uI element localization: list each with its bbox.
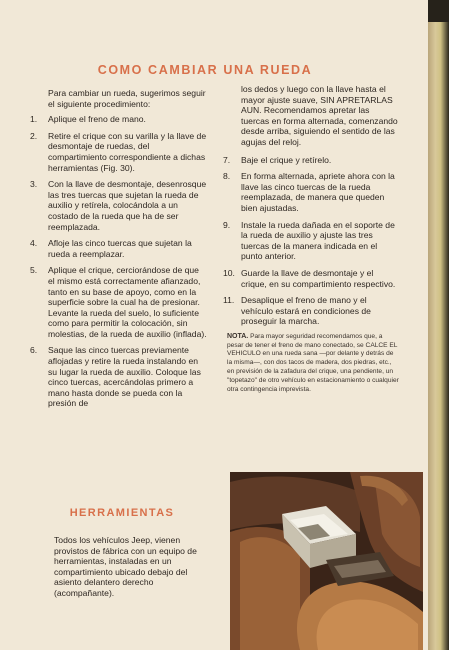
step-text: Saque las cinco tuercas previamente aflojadas y retire la rueda instalando en su lugar la rueda de auxilio. Coloque las cinco tuercas, acercándolas primero a mano hasta donde se pueda con la presión de <box>48 345 201 409</box>
step-item <box>30 114 208 125</box>
right-column <box>223 84 399 394</box>
step-item <box>223 295 399 327</box>
note-text: Para mayor seguridad recomendamos que, a pesar de tener el freno de mano conectado, se CALCE EL VEHICULO en una rueda sana —por delante y detrás de la misma—, con dos tacos de madera, dos piedras, etc., en previsión de la zafadura del crique, una pendiente, un "topetazo" de otro vehículo en estacionamiento o cualquier otra contingencia imprevista. <box>227 332 399 393</box>
safety-note <box>223 333 399 395</box>
page-edge-shadow <box>428 0 449 22</box>
step-text: Desaplique el freno de mano y el vehículo estará en condiciones de proseguir la marcha. <box>241 295 371 327</box>
step-text: Guarde la llave de desmontaje y el crique, en su compartimiento respectivo. <box>241 267 396 289</box>
step-item <box>223 220 399 262</box>
step-item <box>30 131 208 173</box>
tools-paragraph: Todos los vehículos Jeep, vienen provistos de fábrica con un equipo de herramientas, instaladas en un compartimiento ubicado debajo del asiento delantero derecho (acompañante). <box>54 535 197 598</box>
step-item <box>223 171 399 213</box>
step-number: 11. <box>223 295 235 306</box>
step-item <box>30 238 208 259</box>
step-number: 3. <box>30 179 38 190</box>
step-6-continuation: los dedos y luego con la llave hasta el mayor ajuste suave, SIN APRETARLAS AUN. Recomendamos apretar las tuercas en forma alternada, comenzando desde arriba, siguiendo el sentido de las agujas del reloj. <box>241 84 398 147</box>
step-number: 6. <box>30 345 38 356</box>
page-title: COMO CAMBIAR UNA RUEDA <box>97 63 313 77</box>
step-text: Baje el crique y retírelo. <box>241 154 332 165</box>
intro-paragraph: Para cambiar un rueda, sugerimos seguir el siguiente procedimiento: <box>48 88 206 109</box>
note-label: NOTA. <box>227 332 249 340</box>
step-item <box>223 268 399 289</box>
step-number: 9. <box>223 219 231 230</box>
tool-compartment-illustration <box>230 472 423 650</box>
step-text: Instale la rueda dañada en el soporte de la rueda de auxilio y ajuste las tres tuercas de la manera indicada en el punto anterior. <box>241 219 395 262</box>
step-number: 2. <box>30 130 38 141</box>
step-text: Afloje las cinco tuercas que sujetan la rueda a reemplazar. <box>48 238 192 259</box>
step-text: Aplique el crique, cerciorándose de que el mismo está correctamente afianzado, tanto en su base de apoyo, como en la superficie sobre la cual ha de presionar. Levante la rueda del suelo, lo suficiente como para permitir la colocación, sin molestias, de la rueda de auxilio (inflada). <box>48 265 207 339</box>
page-edge <box>428 0 449 650</box>
tools-heading: HERRAMIENTAS <box>69 507 175 519</box>
steps-list-left <box>30 114 208 409</box>
step-text: Retire el crique con su varilla y la llave de desmontaje de ruedas, del compartimiento correspondiente a dichas herramientas (Fig. 30). <box>48 130 207 173</box>
step-number: 7. <box>223 154 231 165</box>
step-item <box>30 345 208 409</box>
step-number: 8. <box>223 171 231 182</box>
steps-list-right <box>223 155 399 327</box>
tool-compartment-photo <box>230 472 423 650</box>
left-column <box>30 88 208 415</box>
step-number: 4. <box>30 238 38 249</box>
step-item <box>223 155 399 166</box>
step-item <box>30 265 208 339</box>
step-text: Con la llave de desmontaje, desenrosque las tres tuercas que sujetan la rueda de auxilio y retírela, colocándola a un costado de la rueda que ha de ser reemplazada. <box>48 179 207 232</box>
step-number: 10. <box>223 267 235 278</box>
step-number: 1. <box>30 114 38 125</box>
step-item <box>30 179 208 232</box>
step-number: 5. <box>30 265 38 276</box>
step-text: Aplique el freno de mano. <box>48 114 146 125</box>
step-text: En forma alternada, apriete ahora con la llave las cinco tuercas de la rueda reemplazada, de manera que queden bien ajustadas. <box>241 171 395 213</box>
